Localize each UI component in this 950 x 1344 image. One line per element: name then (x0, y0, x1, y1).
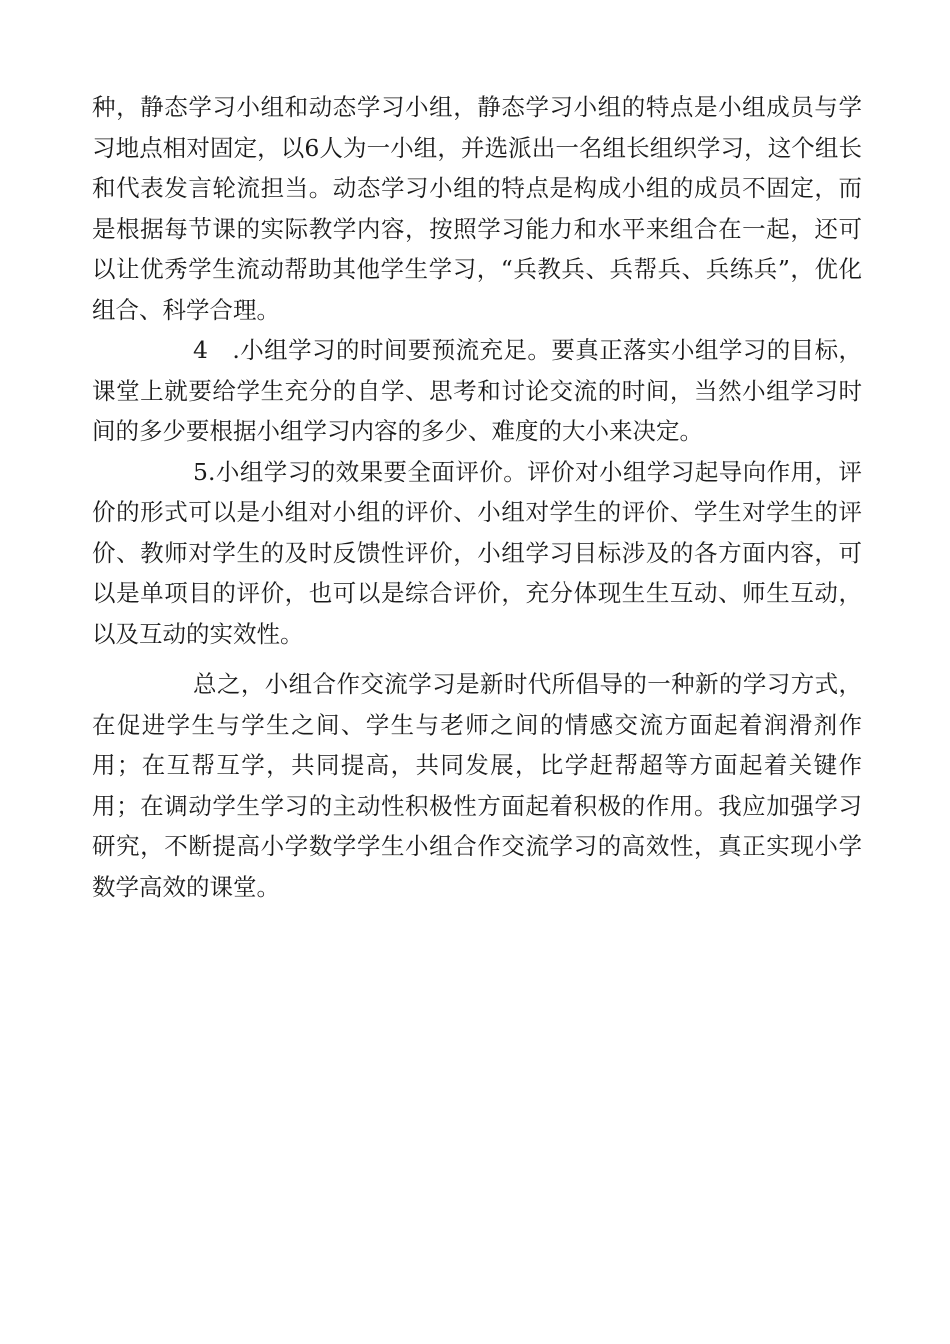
paragraph-spacer (92, 654, 862, 664)
paragraph-point-5-evaluation: 5.小组学习的效果要全面评价。评价对小组学习起导向作用，评价的形式可以是小组对小组的评价、小组对学生的评价、学生对学生的评价、教师对学生的及时反馈性评价，小组学习目标涉及的各方面内容，可以是单项目的评价，也可以是综合评价，充分体现生生互动、师生互动，以及互动的实效性。 (92, 457, 862, 648)
paragraph-point-4-time: 4 .小组学习的时间要预流充足。要真正落实小组学习的目标，课堂上就要给学生充分的自学、思考和讨论交流的时间，当然小组学习时间的多少要根据小组学习内容的多少、难度的大小来决定。 (92, 336, 862, 445)
paragraph-conclusion: 总之，小组合作交流学习是新时代所倡导的一种新的学习方式，在促进学生与学生之间、学生与老师之间的情感交流方面起着润滑剂作用；在互帮互学，共同提高，共同发展，比学赶帮超等方面起着关键作用；在调动学生学习的主动性积极性方面起着积极的作用。我应加强学习研究，不断提高小学数学学生小组合作交流学习的高效性，真正实现小学数学高效的课堂。 (92, 670, 862, 901)
paragraph-grouping-types: 种，静态学习小组和动态学习小组，静态学习小组的特点是小组成员与学习地点相对固定，以6人为一小组，并选派出一名组长组织学习，这个组长和代表发言轮流担当。动态学习小组的特点是构成小组的成员不固定，而是根据每节课的实际教学内容，按照学习能力和水平来组合在一起，还可以让优秀学生流动帮助其他学生学习，“兵教兵、兵帮兵、兵练兵”，优化组合、科学合理。 (92, 93, 862, 324)
document-body (92, 87, 862, 907)
